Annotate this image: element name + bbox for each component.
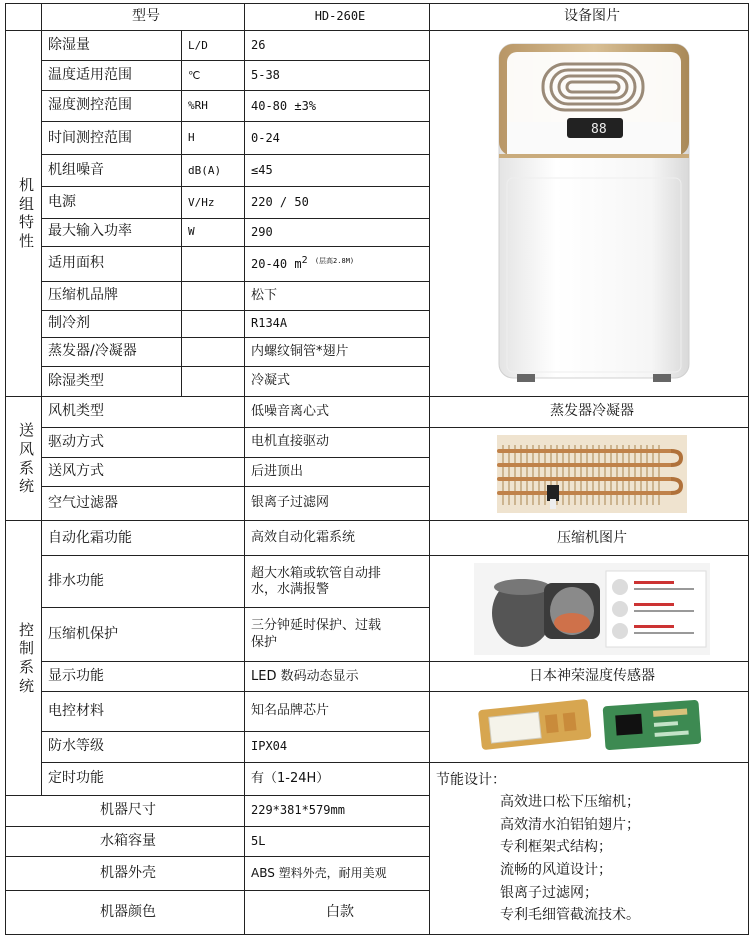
spec-value bbox=[245, 608, 430, 662]
spec-value: 内螺纹铜管*翅片 bbox=[245, 337, 430, 366]
spec-value: 白款 bbox=[245, 891, 430, 935]
device-image-cell bbox=[430, 30, 749, 396]
spec-unit: H bbox=[182, 122, 245, 155]
spec-value: 26 bbox=[245, 30, 430, 60]
spec-value: 电机直接驱动 bbox=[245, 427, 430, 457]
spec-value: 229*381*579mm bbox=[245, 795, 430, 826]
spec-value: 银离子过滤网 bbox=[245, 487, 430, 521]
spec-value: R134A bbox=[245, 310, 430, 337]
spec-value bbox=[245, 556, 430, 608]
spec-name: 机器外壳 bbox=[6, 857, 245, 891]
spec-unit bbox=[182, 310, 245, 337]
spec-row bbox=[6, 556, 749, 608]
spec-name: 显示功能 bbox=[42, 662, 245, 692]
spec-value: ABS 塑料外壳，耐用美观 bbox=[245, 857, 430, 891]
spec-value: 290 bbox=[245, 218, 430, 246]
spec-value: 5L bbox=[245, 826, 430, 856]
spec-name: 机器颜色 bbox=[6, 891, 245, 935]
spec-name: 压缩机品牌 bbox=[42, 281, 182, 310]
spec-name: 水箱容量 bbox=[6, 826, 245, 856]
evaporator-image-cell bbox=[430, 427, 749, 520]
spec-unit bbox=[182, 281, 245, 310]
header-row bbox=[6, 4, 749, 31]
spec-unit: L/D bbox=[182, 30, 245, 60]
value-line: 保护 bbox=[251, 634, 278, 650]
spec-unit: W bbox=[182, 218, 245, 246]
spec-name: 最大输入功率 bbox=[42, 218, 182, 246]
category-unit: 机组特性 bbox=[6, 30, 42, 396]
spec-name: 电源 bbox=[42, 187, 182, 218]
spec-name: 机组噪音 bbox=[42, 155, 182, 187]
spec-name: 压缩机保护 bbox=[42, 608, 245, 662]
spec-row bbox=[6, 692, 749, 731]
spec-row bbox=[6, 762, 749, 795]
spec-value: 5-38 bbox=[245, 61, 430, 91]
compressor-caption: 压缩机图片 bbox=[430, 521, 749, 556]
spec-name: 适用面积 bbox=[42, 246, 182, 281]
spec-name: 蒸发器/冷凝器 bbox=[42, 337, 182, 366]
model-label: 型号 bbox=[42, 4, 245, 31]
spec-name: 送风方式 bbox=[42, 457, 245, 486]
feature-item: 银离子过滤网； bbox=[500, 884, 598, 901]
spec-value: 松下 bbox=[245, 281, 430, 310]
spec-name: 风机类型 bbox=[42, 396, 245, 427]
device-image-label: 设备图片 bbox=[430, 4, 749, 31]
spec-value: LED 数码动态显示 bbox=[245, 662, 430, 692]
spec-table bbox=[5, 3, 749, 935]
sensor-caption: 日本神荣湿度传感器 bbox=[430, 662, 749, 692]
corner-cell bbox=[6, 4, 42, 31]
spec-row bbox=[6, 396, 749, 427]
spec-row bbox=[6, 427, 749, 457]
spec-row bbox=[6, 662, 749, 692]
feature-item: 专利框架式结构； bbox=[500, 839, 612, 856]
value-line: 三分钟延时保护、过载 bbox=[251, 618, 382, 634]
sensor-image-cell bbox=[430, 692, 749, 762]
feature-item: 高效进口松下压缩机； bbox=[500, 794, 640, 811]
spec-name: 除湿类型 bbox=[42, 366, 182, 396]
spec-value: 40-80 ±3% bbox=[245, 91, 430, 122]
spec-value bbox=[245, 246, 430, 281]
feature-item: 专利毛细管截流技术。 bbox=[500, 907, 640, 924]
model-value: HD-260E bbox=[245, 4, 430, 31]
spec-unit bbox=[182, 246, 245, 281]
spec-name: 防水等级 bbox=[42, 731, 245, 762]
spec-name: 时间测控范围 bbox=[42, 122, 182, 155]
spec-value: ≤45 bbox=[245, 155, 430, 187]
spec-name: 温度适用范围 bbox=[42, 61, 182, 91]
spec-value: 知名品牌芯片 bbox=[245, 692, 430, 731]
spec-value: 220 / 50 bbox=[245, 187, 430, 218]
spec-unit: dB(A) bbox=[182, 155, 245, 187]
features-title: 节能设计： bbox=[436, 771, 506, 788]
spec-row bbox=[6, 30, 749, 60]
area-exponent: 2 bbox=[301, 255, 308, 267]
spec-name: 湿度测控范围 bbox=[42, 91, 182, 122]
features-cell bbox=[430, 762, 749, 934]
value-line: 水，水满报警 bbox=[251, 581, 330, 597]
spec-name: 定时功能 bbox=[42, 762, 245, 795]
spec-unit bbox=[182, 366, 245, 396]
area-value: 20-40 m bbox=[251, 257, 302, 272]
spec-name: 驱动方式 bbox=[42, 427, 245, 457]
sensor-image bbox=[472, 697, 712, 757]
category-airflow: 送风系统 bbox=[6, 396, 42, 520]
spec-name: 除湿量 bbox=[42, 30, 182, 60]
spec-unit: ℃ bbox=[182, 61, 245, 91]
spec-name: 制冷剂 bbox=[42, 310, 182, 337]
spec-value: 低噪音离心式 bbox=[245, 396, 430, 427]
spec-row bbox=[6, 521, 749, 556]
category-control: 控制系统 bbox=[6, 521, 42, 796]
compressor-image-cell bbox=[430, 556, 749, 662]
area-note: (层高2.8M) bbox=[314, 257, 355, 266]
spec-name: 电控材料 bbox=[42, 692, 245, 731]
spec-unit: %RH bbox=[182, 91, 245, 122]
spec-name: 空气过滤器 bbox=[42, 487, 245, 521]
spec-unit bbox=[182, 337, 245, 366]
spec-value: 后进顶出 bbox=[245, 457, 430, 486]
evaporator-image bbox=[497, 435, 687, 513]
value-line: 超大水箱或软管自动排 bbox=[251, 565, 382, 581]
evaporator-caption: 蒸发器冷凝器 bbox=[430, 396, 749, 427]
features-list bbox=[436, 791, 748, 927]
spec-value: IPX04 bbox=[245, 731, 430, 762]
spec-name: 排水功能 bbox=[42, 556, 245, 608]
dehumidifier-image bbox=[477, 38, 707, 388]
spec-value: 0-24 bbox=[245, 122, 430, 155]
spec-name: 自动化霜功能 bbox=[42, 521, 245, 556]
feature-item: 流畅的风道设计； bbox=[500, 862, 612, 879]
feature-item: 高效清水泊铝铂翅片； bbox=[500, 816, 640, 833]
spec-value: 有（1-24H） bbox=[245, 762, 430, 795]
spec-name: 机器尺寸 bbox=[6, 795, 245, 826]
spec-unit: V/Hz bbox=[182, 187, 245, 218]
compressor-image bbox=[474, 563, 710, 655]
spec-value: 高效自动化霜系统 bbox=[245, 521, 430, 556]
spec-value: 冷凝式 bbox=[245, 366, 430, 396]
display-readout: 88 bbox=[591, 122, 607, 138]
